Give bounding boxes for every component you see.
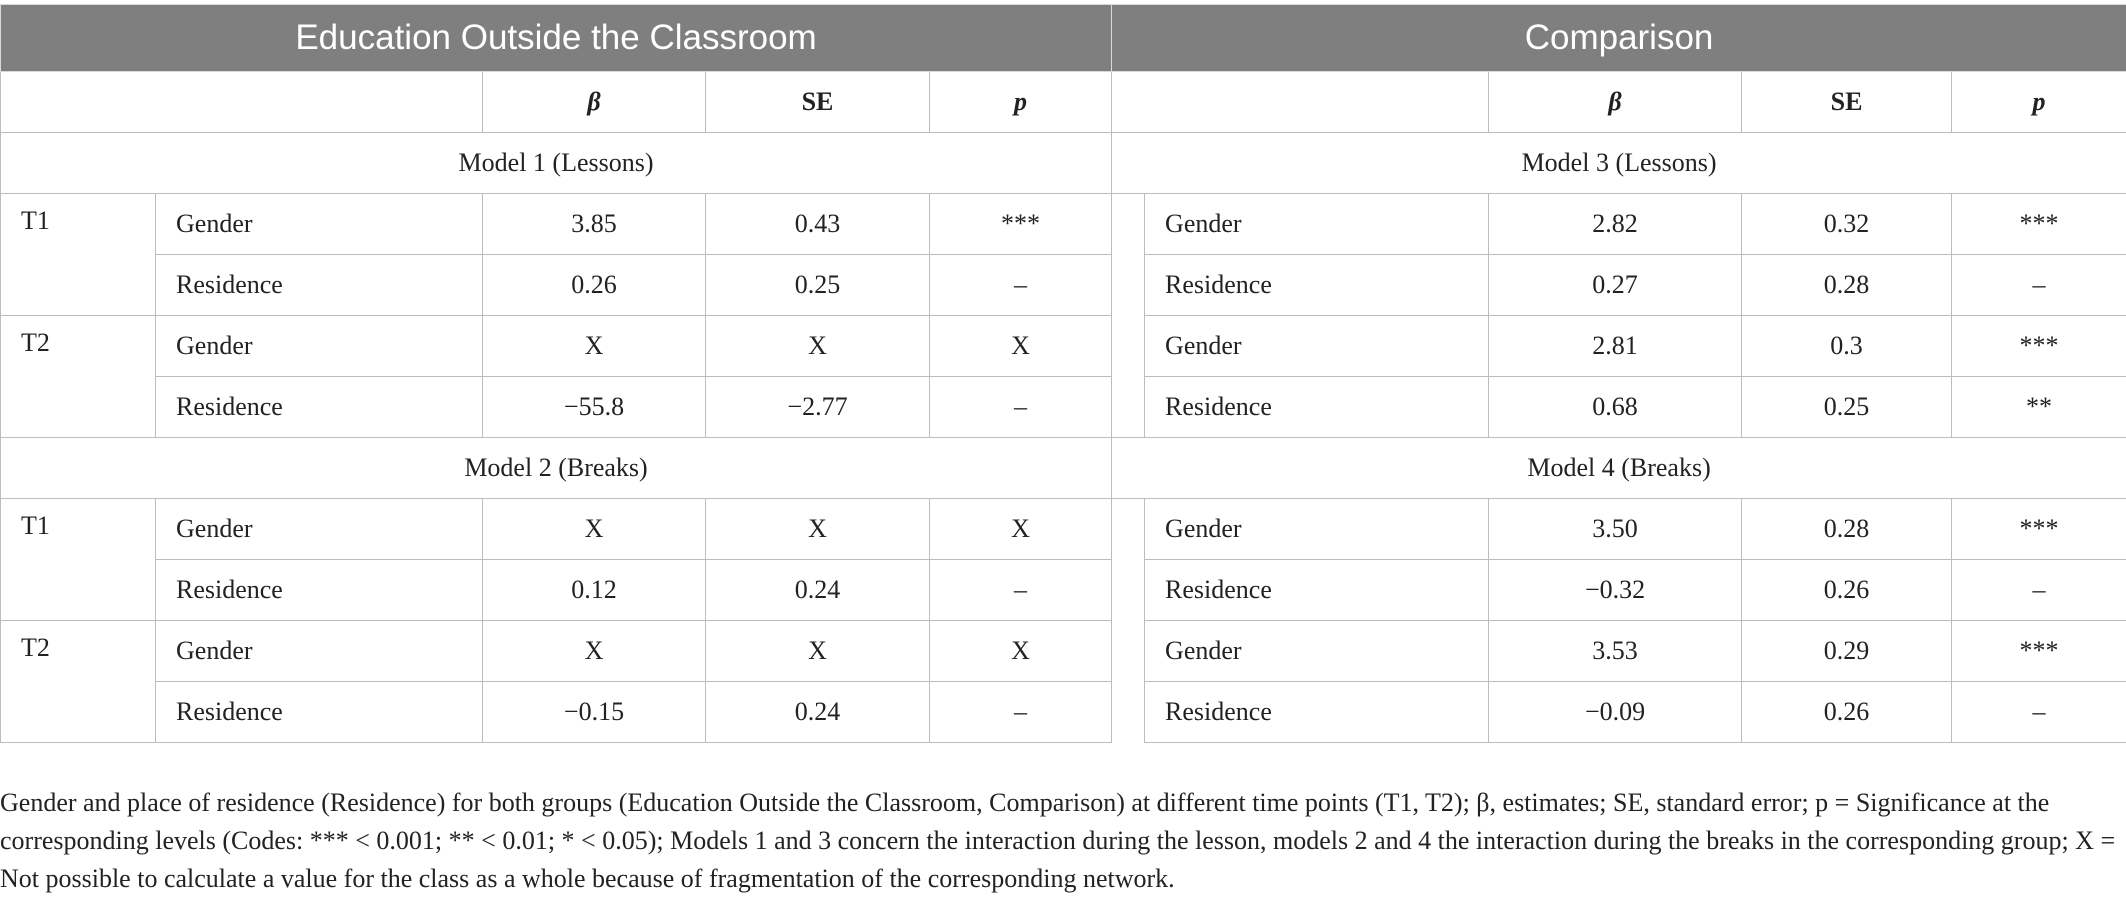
column-header-p-left: p	[930, 72, 1112, 133]
variable-label-right: Residence	[1145, 255, 1489, 316]
table-row	[1, 377, 2126, 438]
group-header-comparison: Comparison	[1112, 5, 2126, 72]
cell-se-right: 0.26	[1742, 682, 1952, 743]
cell-beta-right: 3.53	[1489, 621, 1742, 682]
model-row	[1, 438, 2126, 499]
cell-beta-left: −55.8	[483, 377, 706, 438]
cell-beta-right: 0.27	[1489, 255, 1742, 316]
cell-p-right: ***	[1952, 499, 2126, 560]
cell-beta-right: −0.09	[1489, 682, 1742, 743]
model-label-left: Model 2 (Breaks)	[1, 438, 1112, 499]
column-header-beta-left: β	[483, 72, 706, 133]
table-row	[1, 560, 2126, 621]
cell-se-left: 0.25	[706, 255, 930, 316]
row-spacer	[1112, 255, 1145, 316]
cell-p-left: X	[930, 621, 1112, 682]
column-header-empty-left	[1, 72, 483, 133]
column-header-row	[1, 72, 2126, 133]
table-row	[1, 194, 2126, 255]
cell-beta-right: −0.32	[1489, 560, 1742, 621]
variable-label-right: Gender	[1145, 499, 1489, 560]
variable-label-right: Gender	[1145, 621, 1489, 682]
cell-se-right: 0.28	[1742, 255, 1952, 316]
cell-beta-right: 3.50	[1489, 499, 1742, 560]
row-spacer	[1112, 560, 1145, 621]
row-spacer	[1112, 377, 1145, 438]
variable-label-left: Gender	[156, 621, 483, 682]
cell-se-left: 0.24	[706, 560, 930, 621]
cell-p-left: –	[930, 255, 1112, 316]
time-point-label: T2	[1, 316, 156, 438]
cell-p-left: –	[930, 377, 1112, 438]
variable-label-left: Gender	[156, 194, 483, 255]
results-table	[0, 4, 2126, 743]
cell-se-right: 0.26	[1742, 560, 1952, 621]
cell-p-left: –	[930, 682, 1112, 743]
cell-beta-left: 0.26	[483, 255, 706, 316]
cell-beta-right: 2.82	[1489, 194, 1742, 255]
table-footnote: Gender and place of residence (Residence) for both groups (Education Outside the Classroom, Comparison) at different time points (T1, T2); β, estimates; SE, standard error; p = Significance at the corresponding levels (Codes: *** < 0.001; ** < 0.01; * < 0.05); Models 1 and 3 concern the interaction during the lesson, models 2 and 4 the interaction during the breaks in the corresponding group; X = Not possible to calculate a value for the class as a whole because of fragmentation of the corresponding network.	[0, 788, 2116, 893]
table-row	[1, 499, 2126, 560]
cell-se-left: 0.43	[706, 194, 930, 255]
cell-beta-left: X	[483, 316, 706, 377]
row-spacer	[1112, 194, 1145, 255]
variable-label-right: Gender	[1145, 316, 1489, 377]
group-header-eoc: Education Outside the Classroom	[1, 5, 1112, 72]
variable-label-right: Residence	[1145, 682, 1489, 743]
variable-label-left: Residence	[156, 560, 483, 621]
model-label-right: Model 3 (Lessons)	[1112, 133, 2126, 194]
table-row	[1, 682, 2126, 743]
cell-beta-left: −0.15	[483, 682, 706, 743]
cell-se-left: −2.77	[706, 377, 930, 438]
cell-beta-right: 0.68	[1489, 377, 1742, 438]
variable-label-left: Residence	[156, 255, 483, 316]
cell-p-right: –	[1952, 682, 2126, 743]
cell-se-right: 0.32	[1742, 194, 1952, 255]
time-point-label: T2	[1, 621, 156, 743]
cell-p-right: ***	[1952, 316, 2126, 377]
column-header-p-right: p	[1952, 72, 2126, 133]
time-point-label: T1	[1, 499, 156, 621]
row-spacer	[1112, 621, 1145, 682]
cell-beta-left: X	[483, 621, 706, 682]
cell-se-right: 0.25	[1742, 377, 1952, 438]
cell-se-right: 0.29	[1742, 621, 1952, 682]
cell-p-left: –	[930, 560, 1112, 621]
column-header-beta-right: β	[1489, 72, 1742, 133]
model-row	[1, 133, 2126, 194]
cell-p-left: ***	[930, 194, 1112, 255]
cell-se-left: X	[706, 499, 930, 560]
variable-label-right: Residence	[1145, 560, 1489, 621]
variable-label-right: Residence	[1145, 377, 1489, 438]
cell-p-right: –	[1952, 255, 2126, 316]
row-spacer	[1112, 499, 1145, 560]
table-row	[1, 316, 2126, 377]
column-header-se-right: SE	[1742, 72, 1952, 133]
cell-p-left: X	[930, 499, 1112, 560]
cell-se-left: 0.24	[706, 682, 930, 743]
time-point-label: T1	[1, 194, 156, 316]
cell-p-left: X	[930, 316, 1112, 377]
cell-beta-left: 3.85	[483, 194, 706, 255]
variable-label-left: Residence	[156, 682, 483, 743]
cell-se-left: X	[706, 316, 930, 377]
cell-se-left: X	[706, 621, 930, 682]
cell-se-right: 0.28	[1742, 499, 1952, 560]
variable-label-left: Gender	[156, 499, 483, 560]
table-row	[1, 621, 2126, 682]
cell-p-right: ***	[1952, 621, 2126, 682]
row-spacer	[1112, 682, 1145, 743]
cell-se-right: 0.3	[1742, 316, 1952, 377]
column-header-empty-right	[1112, 72, 1489, 133]
row-spacer	[1112, 316, 1145, 377]
group-header-row	[1, 5, 2126, 72]
cell-beta-left: X	[483, 499, 706, 560]
model-label-right: Model 4 (Breaks)	[1112, 438, 2126, 499]
cell-beta-left: 0.12	[483, 560, 706, 621]
cell-p-right: ***	[1952, 194, 2126, 255]
cell-p-right: –	[1952, 560, 2126, 621]
variable-label-right: Gender	[1145, 194, 1489, 255]
table-row	[1, 255, 2126, 316]
cell-p-right: **	[1952, 377, 2126, 438]
variable-label-left: Gender	[156, 316, 483, 377]
cell-beta-right: 2.81	[1489, 316, 1742, 377]
column-header-se-left: SE	[706, 72, 930, 133]
variable-label-left: Residence	[156, 377, 483, 438]
model-label-left: Model 1 (Lessons)	[1, 133, 1112, 194]
